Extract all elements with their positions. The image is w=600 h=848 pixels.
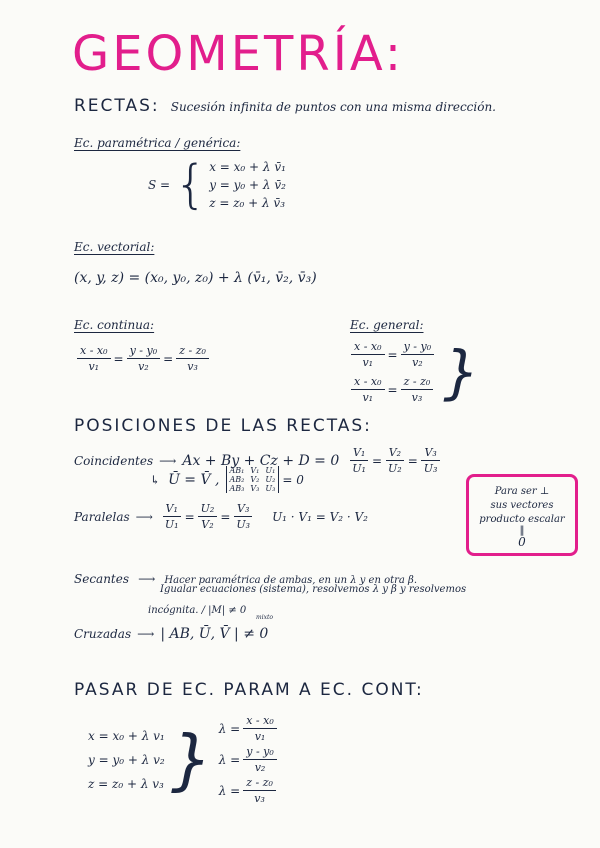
ec-parametrica-heading: Ec. paramétrica / genérica: [74,136,241,150]
continua-frac-z: $\frac{\text{z - z₀}}{\text{v₃}}$ [176,344,209,373]
secantes-label: Secantes [74,572,130,586]
continua-frac-x: $\frac{\text{x - x₀}}{\text{v₁}}$ [77,344,111,373]
note-line-5: 0 [518,535,526,549]
arrow-icon: ⟶ [159,453,177,468]
pasar-system [88,714,280,805]
ec-general-system [348,340,480,404]
ec-parametrica-system [148,155,286,215]
arrow-icon: ⟶ [135,509,153,524]
paralelas-tail: U₁ · V₁ = V₂ · V₂ [272,509,368,524]
secantes-line-3-sub: mixto [256,614,274,621]
page-title: GEOMETRÍA: [72,26,405,82]
pasar-right-y: λ = $\frac{\text{y - y₀}}{\text{v₂}}$ [219,745,280,774]
pasar-right-x: λ = $\frac{\text{x - x₀}}{\text{v₁}}$ [219,714,280,743]
pasar-left-x: x = x₀ + λ v₁ [88,728,165,743]
pasar-right-z: λ = $\frac{\text{z - z₀}}{\text{v₃}}$ [219,776,280,805]
continua-frac-y: $\frac{\text{y - y₀}}{\text{v₂}}$ [127,344,161,373]
equals-sign: = [163,351,174,366]
coincidentes-eq2-tail: = 0 [282,472,304,487]
general-row-1: $\frac{\text{x - x₀}}{\text{v₁}}$ = $\frac{\text{y - y₀}}{\text{v₂}}$ [348,340,437,369]
coincidentes-eq1: Ax + By + Cz + D = 0 [182,452,340,469]
cruzadas-row [74,626,268,642]
param-eq-y: y = y₀ + λ v̄₂ [209,178,286,192]
equals-sign: = [113,351,124,366]
ec-continua-equation [74,344,212,373]
ec-continua-heading: Ec. continua: [74,318,155,332]
rectas-label: RECTAS: [74,96,160,116]
perpendicular-note-box [466,474,578,556]
rectas-line [74,96,496,116]
secantes-line-2: Igualar ecuaciones (sistema), resolvemos λ y β y resolvemos [160,584,467,595]
pasar-left-y: y = y₀ + λ v₂ [88,752,165,767]
cruzadas-eq: | AB, Ū, V̄ | ≠ 0 [160,626,269,642]
cruzadas-label: Cruzadas [74,627,132,641]
note-line-2: sus vectores [490,500,554,511]
hook-arrow-icon: ↳ [150,472,161,487]
paralelas-row: Paralelas ⟶ $\frac{\text{V₁}}{\text{U₁}}$ = $\frac{\text{U₂}}{\text{V₂}}$ = $\frac{\text{V₃}}{\text{U₃}}$ U₁ · V₁ = V₂ · V₂ [74,502,368,531]
coincidentes-eq2: Ū = V̄ , [168,471,220,488]
ec-general-heading: Ec. general: [350,318,424,332]
coincidentes-row: Coincidentes ⟶ Ax + By + Cz + D = 0 $\frac{\text{V₁}}{\text{U₁}}$ = $\frac{\text{V₂}}{\text{U₂}}$ = $\frac{\text{V₃}}{\text{U₃}}$ [74,446,443,475]
note-line-1: Para ser ⊥ [494,486,550,497]
ec-parametrica-lhs: S = [148,178,171,192]
pasar-heading: PASAR DE EC. PARAM A EC. CONT: [74,680,424,700]
coincidentes-label: Coincidentes [74,453,154,468]
posiciones-heading: POSICIONES DE LAS RECTAS: [74,416,372,436]
left-brace: { [174,155,208,215]
arrow-icon: ⟶ [138,572,156,586]
right-brace: } [170,720,213,798]
rectas-definition: Sucesión infinita de puntos con una misma dirección. [170,100,496,114]
right-brace: } [443,338,481,406]
general-row-2: $\frac{\text{x - x₀}}{\text{v₁}}$ = $\frac{\text{z - z₀}}{\text{v₃}}$ [348,375,437,404]
paralelas-label: Paralelas [74,509,130,524]
param-eq-z: z = z₀ + λ v̄₃ [209,196,286,210]
secantes-line-3: incógnita. / |M| ≠ 0 [148,605,247,616]
note-line-3: producto escalar [479,514,565,525]
secantes-line-1: Hacer paramétrica de ambas, en un λ y en otra β. [164,575,418,586]
pasar-left-z: z = z₀ + λ v₃ [88,776,164,791]
ec-vectorial-heading: Ec. vectorial: [74,240,155,254]
param-eq-x: x = x₀ + λ v̄₁ [209,160,286,174]
secantes-line-3-wrap [148,598,246,617]
ec-vectorial-equation: (x, y, z) = (x₀, y₀, z₀) + λ (v̄₁, v̄₂, v̄₃) [74,270,317,286]
note-line-4: ‖ [519,525,525,536]
determinant-matrix: AB₁ V₁ U₁ AB₂ V₂ U₂ AB₃ V₃ U₃ [226,466,280,493]
coincidentes-row-2 [150,466,304,493]
arrow-icon: ⟶ [137,627,155,641]
